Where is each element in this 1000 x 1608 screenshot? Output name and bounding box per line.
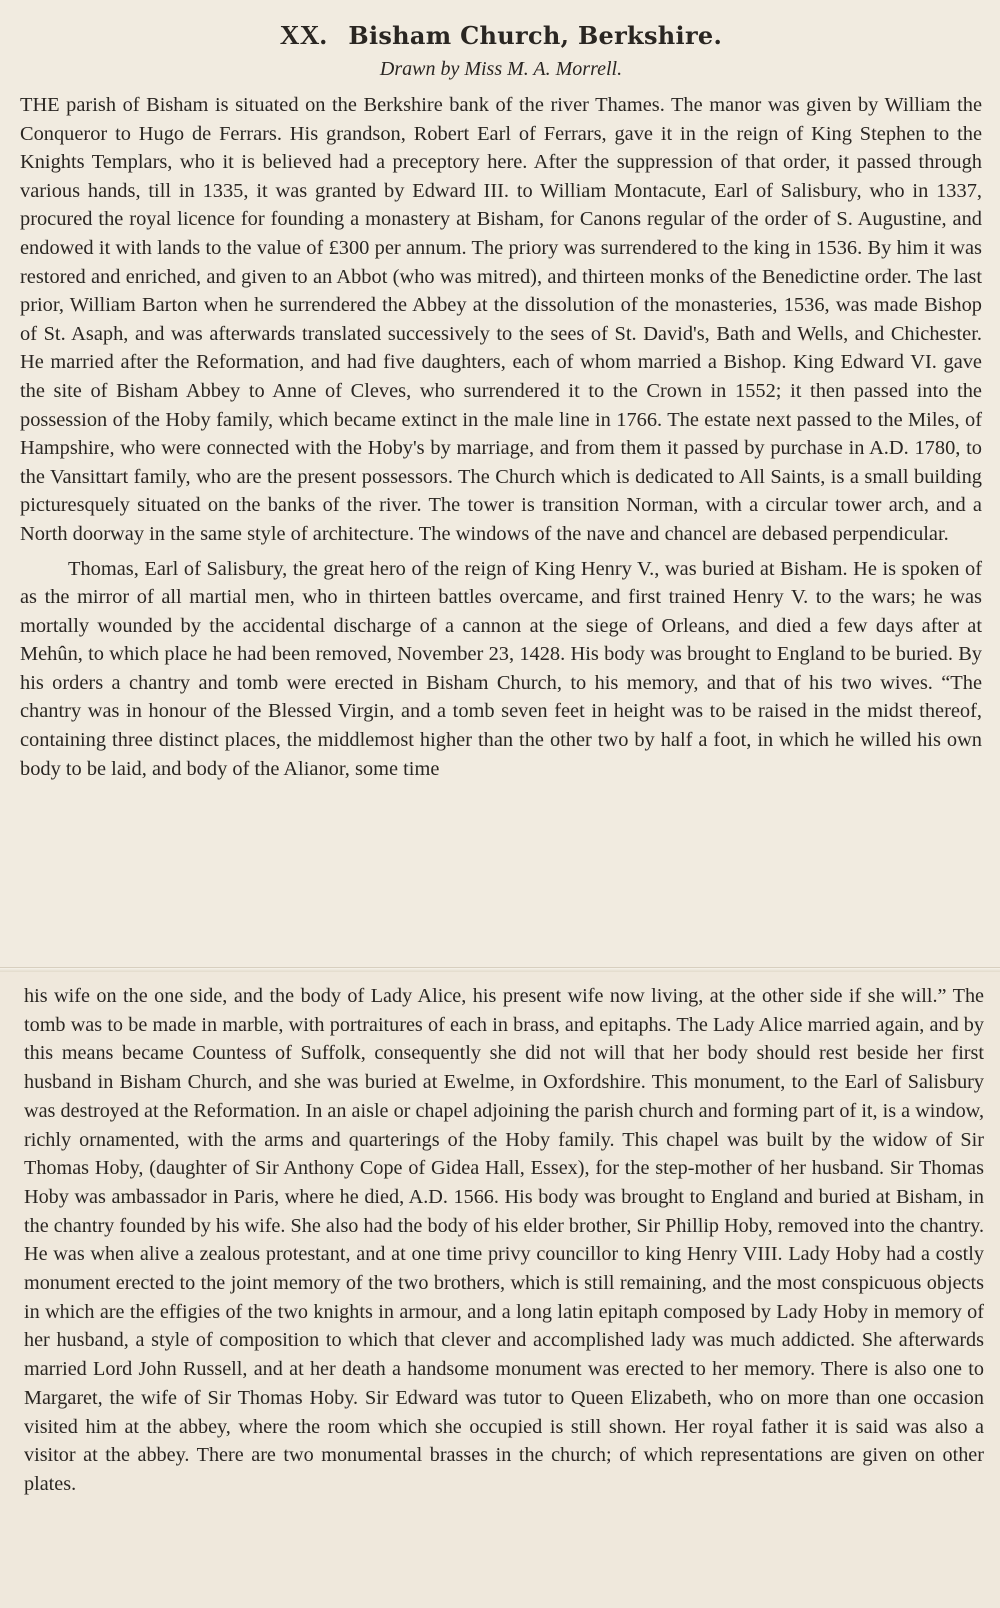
paragraph-2-top: Thomas, Earl of Salisbury, the great hero of the reign of King Henry V., was buried at Bisham. He is spoken of as the mirror of all martial men, who in thirteen battles overcame, and first trained Henry V. to the wars; he was mortally wounded by the accidental discharge of a cannon at the siege of Orleans, and died a few days after at Mehûn, to which place he had been removed, November 23, 1428. His body was brought to England to be buried. By his orders a chantry and tomb were erected in Bisham Church, to his memory, and that of his two wives. “The chantry was in honour of the Blessed Virgin, and a tomb seven feet in height was to be raised in the midst thereof, containing three distinct places, the middlemost higher than the other two by half a foot, in which he willed his own body to be laid, and body of the Alianor, some time	[20, 557, 982, 780]
section-title: Bisham Church, Berkshire.	[348, 21, 723, 50]
section-number: XX.	[279, 20, 328, 50]
paragraph-1: THE parish of Bisham is situated on the Berkshire bank of the river Thames. The manor was given by William the Conqueror to Hugo de Ferrars. His grandson, Robert Earl of Ferrars, gave it in the reign of King Stephen to the Knights Templars, who it is believed had a preceptory here. After the suppression of that order, it passed through various hands, till in 1335, it was granted by Edward III. to William Montacute, Earl of Salisbury, who in 1337, procured the royal licence for founding a monastery at Bisham, for Canons regular of the order of S. Augustine, and endowed it with lands to the value of £300 per annum. The priory was surrendered to the king in 1536. By him it was restored and enriched, and given to an Abbot (who was mitred), and thirteen monks of the Benedictine order. The last prior, William Barton when he surrendered the Abbey at the dissolution of the monasteries, 1536, was made Bishop of St. Asaph, and was afterwards translated successively to the sees of St. David's, Bath and Wells, and Chichester. He married after the Reformation, and had five daughters, each of whom married a Bishop. King Edward VI. gave the site of Bisham Abbey to Anne of Cleves, who surrendered it to the Crown in 1552; it then passed into the possession of the Hoby family, which became extinct in the male line in 1766. The estate next passed to the Miles, of Hampshire, who were connected with the Hoby's by marriage, and from them it passed by purchase in A.D. 1780, to the Vansittart family, who are the present possessors. The Church which is dedicated to All Saints, is a small building picturesquely situated on the banks of the river. The tower is transition Norman, with a circular tower arch, and a North doorway in the same style of architecture. The windows of the nave and chancel are debased perpendicular.	[20, 94, 982, 545]
paragraph-2-continued: his wife on the one side, and the body of Lady Alice, his present wife now living, at the other side if she will.” The tomb was to be made in marble, with portraitures of each in brass, and epitaphs. The Lady Alice married again, and by this means became Countess of Suffolk, consequently she did not will that her body should rest beside her first husband in Bisham Church, and she was buried at Ewelme, in Oxfordshire. This monument, to the Earl of Salisbury was destroyed at the Reformation. In an aisle or chapel adjoining the parish church and forming part of it, is a window, richly ornamented, with the arms and quarterings of the Hoby family. This chapel was built by the widow of Sir Thomas Hoby, (daughter of Sir Anthony Cope of Gidea Hall, Essex), for the step-mother of her husband. Sir Thomas Hoby was ambassador in Paris, where he died, A.D. 1566. His body was brought to England and buried at Bisham, in the chantry founded by his wife. She also had the body of his elder brother, Sir Phillip Hoby, removed into the chantry. He was when alive a zealous protestant, and at one time privy councillor to king Henry VIII. Lady Hoby had a costly monument erected to the joint memory of the two brothers, which is still remaining, and the most conspicuous objects in which are the effigies of the two knights in armour, and a long latin epitaph composed by Lady Hoby in memory of her husband, a style of composition to which that clever and accomplished lady was much addicted. She afterwards married Lord John Russell, and at her death a handsome monument was erected to her memory. There is also one to Margaret, the wife of Sir Thomas Hoby. Sir Edward was tutor to Queen Elizabeth, who on more than one occasion visited him at the abbey, where the room which she occupied is still shown. Her royal father it is said was also a visitor at the abbey. There are two monumental brasses in the church; of which representations are given on other plates.	[24, 985, 984, 1495]
lower-page-section	[0, 972, 1000, 1608]
page-heading	[20, 18, 982, 53]
byline: Drawn by Miss M. A. Morrell.	[379, 58, 623, 80]
